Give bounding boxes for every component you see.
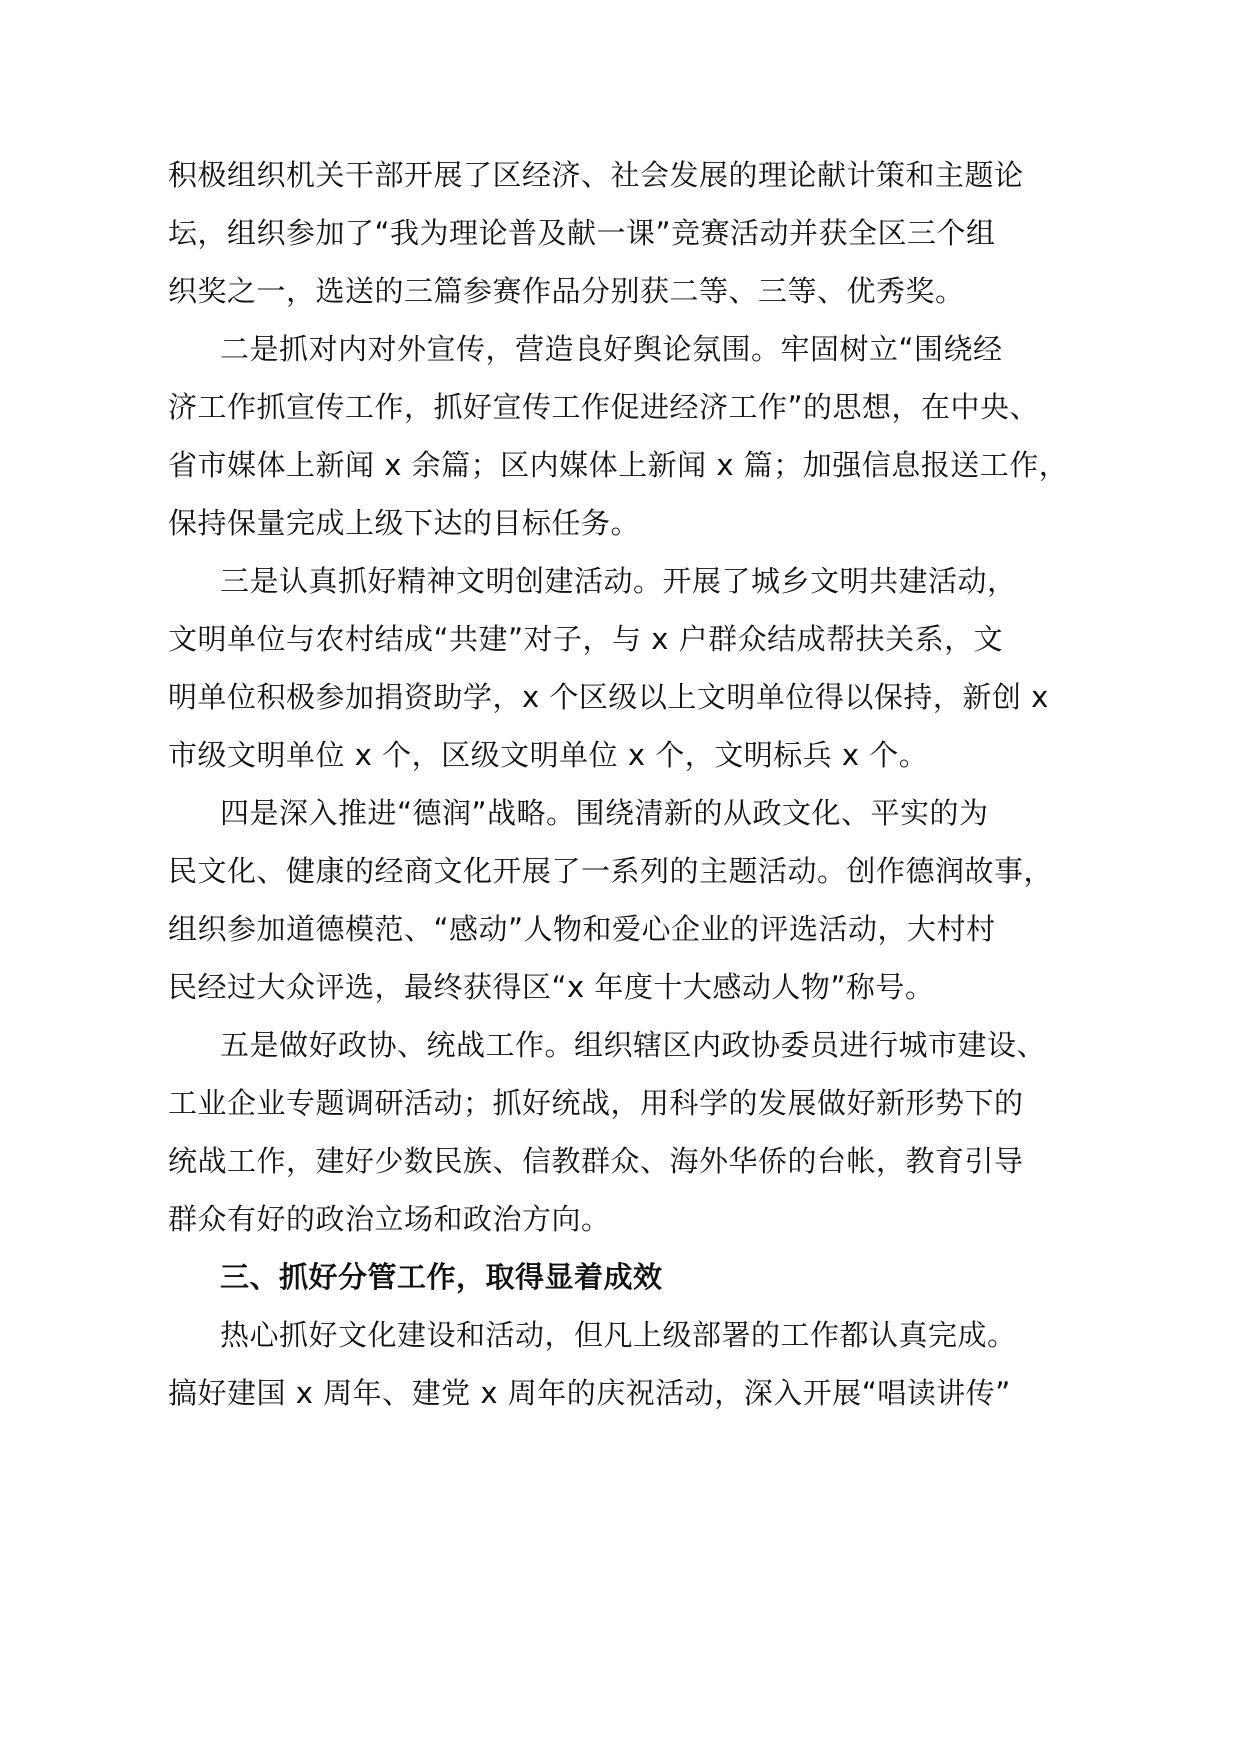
body-text-line: 省市媒体上新闻 x 余篇；区内媒体上新闻 x 篇；加强信息报送工作，: [168, 448, 1069, 482]
body-text-line: 民文化、健康的经商文化开展了一系列的主题活动。创作德润故事，: [168, 854, 1054, 888]
body-text-line: 工业企业专题调研活动；抓好统战，用科学的发展做好新形势下的: [168, 1086, 1024, 1120]
body-text-line: 保持保量完成上级下达的目标任务。: [168, 506, 641, 540]
paragraph-first-line: 五是做好政协、统战工作。组织辖区内政协委员进行城市建设、: [220, 1028, 1047, 1062]
body-text-line: 坛，组织参加了“我为理论普及献一课”竞赛活动并获全区三个组: [168, 216, 996, 250]
paragraph-first-line: 二是抓对内对外宣传，营造良好舆论氛围。牢固树立“围绕经: [220, 332, 1003, 366]
body-text-line: 文明单位与农村结成“共建”对子，与 x 户群众结成帮扶关系，文: [168, 622, 1004, 656]
body-text-line: 明单位积极参加捐资助学，x 个区级以上文明单位得以保持，新创 x: [168, 680, 1049, 714]
paragraph-first-line: 三是认真抓好精神文明创建活动。开展了城乡文明共建活动，: [220, 564, 1017, 598]
body-text-line: 市级文明单位 x 个，区级文明单位 x 个，文明标兵 x 个。: [168, 738, 929, 772]
body-text-line: 济工作抓宣传工作，抓好宣传工作促进经济工作”的思想，在中央、: [168, 390, 1040, 424]
paragraph-first-line: 四是深入推进“德润”战略。围绕清新的从政文化、平实的为: [220, 796, 989, 830]
body-text-line: 民经过大众评选，最终获得区“x 年度十大感动人物”称号。: [168, 970, 935, 1004]
body-text-line: 搞好建国 x 周年、建党 x 周年的庆祝活动，深入开展“唱读讲传”: [168, 1376, 1011, 1410]
section-heading: 三、抓好分管工作，取得显着成效: [220, 1260, 663, 1294]
paragraph-first-line: 热心抓好文化建设和活动，但凡上级部署的工作都认真完成。: [220, 1318, 1017, 1352]
body-text-line: 组织参加道德模范、“感动”人物和爱心企业的评选活动，大村村: [168, 912, 996, 946]
body-text-line: 织奖之一，选送的三篇参赛作品分别获二等、三等、优秀奖。: [168, 274, 965, 308]
body-text-line: 积极组织机关干部开展了区经济、社会发展的理论献计策和主题论: [168, 158, 1024, 192]
body-text-line: 统战工作，建好少数民族、信教群众、海外华侨的台帐，教育引导: [168, 1144, 1024, 1178]
body-text-line: 群众有好的政治立场和政治方向。: [168, 1202, 611, 1236]
